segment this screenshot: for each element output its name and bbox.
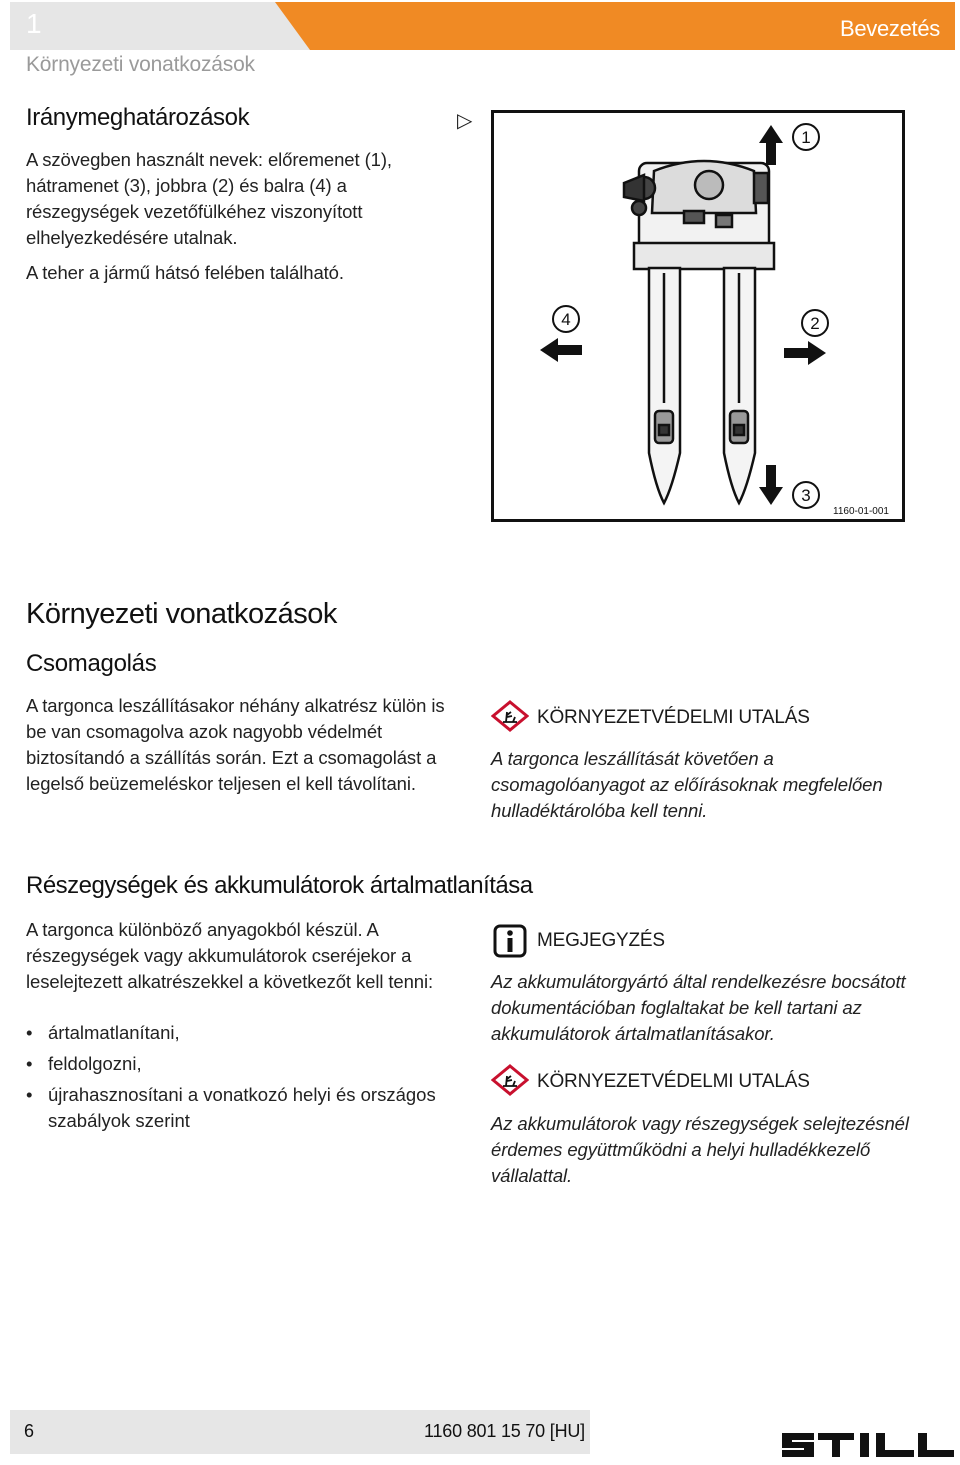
- arrow-right: [784, 341, 826, 365]
- label-1: 1: [801, 128, 811, 147]
- disposal-paragraph: A targonca különböző anyagokból készül. A részegységek vagy akkumulátorok cseréjekor a leselejtezett alkatrészekkel a következőt kell tenni:: [26, 919, 434, 992]
- section-title: Bevezetés: [839, 16, 940, 41]
- breadcrumb: Környezeti vonatkozások: [26, 53, 255, 76]
- list-item: • újrahasznosítani a vonatkozó helyi és országos szabályok szerint: [26, 1084, 436, 1131]
- label-3: 3: [801, 486, 811, 505]
- label-4: 4: [561, 310, 571, 329]
- bullet-icon: •: [26, 1022, 33, 1043]
- label-1-circle: [793, 124, 819, 150]
- packaging-heading: Csomagolás: [26, 650, 157, 677]
- list-item: • feldolgozni,: [26, 1051, 456, 1077]
- label-2-circle: [802, 310, 828, 336]
- forklift-diagram: [494, 113, 902, 519]
- environment-heading: Környezeti vonatkozások: [26, 598, 337, 630]
- note-label: MEGJEGYZÉS: [537, 930, 665, 951]
- disposal-bullet-list: [26, 1020, 456, 1139]
- chapter-number: 1: [26, 8, 42, 39]
- figure-marker-icon: ▷: [457, 110, 473, 132]
- label-3-circle: [793, 482, 819, 508]
- still-logo: [780, 1430, 956, 1460]
- arrow-backward: [759, 465, 783, 505]
- disposal-notice-label: KÖRNYEZETVÉDELMI UTALÁS: [537, 1071, 810, 1092]
- info-icon: [493, 924, 527, 958]
- label-2: 2: [810, 314, 820, 333]
- note-text: Az akkumulátorgyártó által rendelkezésre bocsátott dokumentációban foglaltakat be kell tartani az akkumulátorok ártalmatlanításakor.: [491, 971, 906, 1044]
- header-grey-band: [10, 2, 310, 50]
- arrow-left: [540, 338, 582, 362]
- disposal-heading: Részegységek és akkumulátorok ártalmatlanítása: [26, 872, 533, 899]
- document-reference: 1160 801 15 70 [HU]: [424, 1421, 585, 1441]
- label-4-circle: [553, 306, 579, 332]
- list-item: • ártalmatlanítani,: [26, 1020, 456, 1046]
- packaging-paragraph: A targonca leszállításakor néhány alkatrész külön is be van csomagolva azok nagyobb védelmét biztosítandó a szállítás során. Ezt a csomagolást a legelső beüzemeléskor teljesen el kell távolítani.: [26, 695, 445, 794]
- direction-paragraph-2: A teher a jármű hátsó felében található.: [26, 262, 344, 283]
- page-number: 6: [24, 1421, 35, 1441]
- environment-warning-icon: [491, 1064, 529, 1096]
- arrow-forward: [759, 125, 783, 165]
- figure-code: 1160-01-001: [833, 506, 889, 517]
- disposal-notice-text: Az akkumulátorok vagy részegységek selejtezésnél érdemes együttműködni a helyi hulladékkezelő vállalattal.: [491, 1113, 909, 1186]
- packaging-notice-label: KÖRNYEZETVÉDELMI UTALÁS: [537, 707, 810, 728]
- direction-heading: Iránymeghatározások: [26, 104, 250, 131]
- environment-warning-icon: [491, 700, 529, 732]
- bullet-icon: •: [26, 1084, 33, 1105]
- bullet-icon: •: [26, 1053, 33, 1074]
- direction-paragraph-1: A szövegben használt nevek: előremenet (1), hátramenet (3), jobbra (2) és balra (4) a részegységek vezetőfülkéhez viszonyított elhelyezkedésére utalnak.: [26, 149, 392, 248]
- forklift-direction-figure: [491, 110, 905, 522]
- forklift-drawing: [624, 161, 774, 503]
- packaging-notice-text: A targonca leszállítását követően a csomagolóanyagot az előírásoknak megfelelően hulladéktárolóba kell tenni.: [491, 748, 883, 821]
